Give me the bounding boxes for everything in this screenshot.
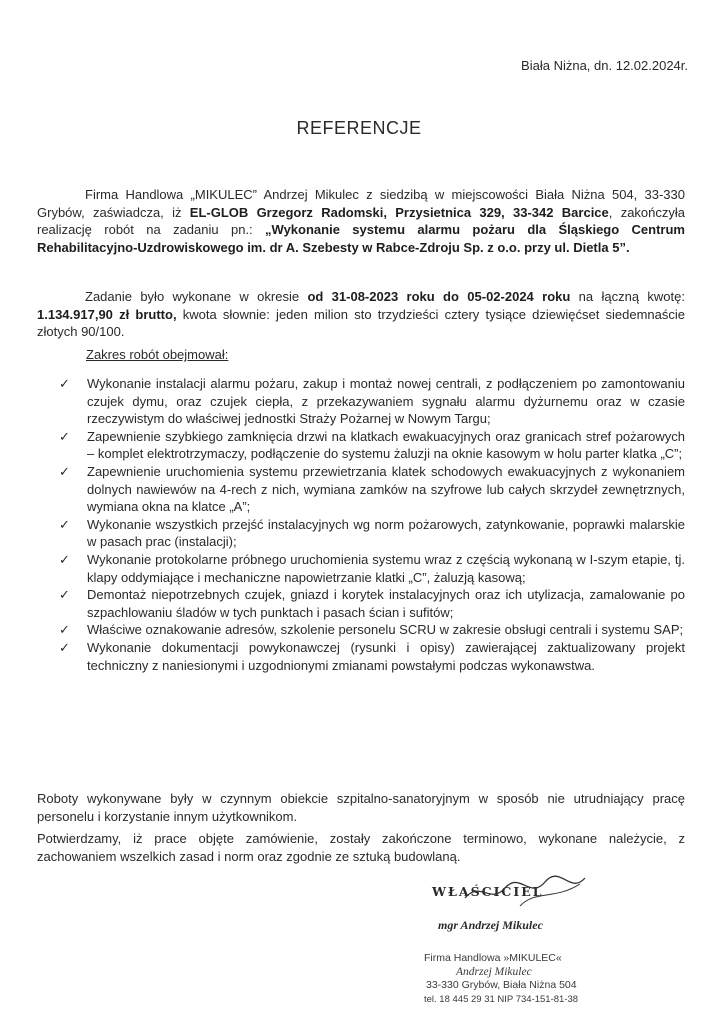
list-item-text: Zapewnienie uruchomienia systemu przewietrzania klatek schodowych ewakuacyjnych z wykonaniem dolnych nawiewów na 4-rech z nich, wymiana zamków na szyfrowe lub całych skrzydeł zewnętrznych, wymiana okna na klatce „A”; [87, 463, 685, 515]
intro-text-2: , zakończyła realizację robót na zadaniu pn.: [37, 204, 685, 238]
owner-stamp-label: WŁAŚCICIEL [432, 884, 544, 899]
stamp-person: Andrzej Mikulec [456, 965, 532, 978]
stamp-company: Firma Handlowa »MIKULEC« [424, 952, 562, 964]
closing-paragraph-2: Potwierdzamy, iż prace objęte zamówienie, zostały zakończone terminowo, wykonane należycie, z zachowaniem wszelkich zasad i norm oraz zgodnie ze sztuką budowlaną. [37, 831, 685, 864]
period-text-3: kwota słownie: jeden milion sto trzydzieści cztery tysiące dziewięćset siedemnaście złotych 90/100. [37, 306, 685, 340]
check-icon: ✓ [59, 639, 70, 655]
period-dates: od 31-08-2023 roku do 05-02-2024 roku [307, 289, 571, 304]
check-icon: ✓ [59, 587, 70, 603]
list-item-text: Właściwe oznakowanie adresów, szkolenie personelu SCRU w zakresie obsługi centrali i systemu SAP; [87, 622, 684, 638]
period-paragraph [37, 288, 685, 341]
list-item-text: Wykonanie protokolarne próbnego uruchomienia systemu wraz z częścią wykonaną w I-szym etapie, tj. klapy oddymiające i mechaniczne napowietrzanie klatki „C”, żaluzją kasową; [87, 551, 685, 585]
list-item-text: Demontaż niepotrzebnych czujek, gniazd i korytek instalacyjnych oraz ich utylizacja, zamalowanie po szpachlowaniu śladów w tych punktach i pasach ścian i sufitów; [87, 587, 685, 620]
contractor-name: EL-GLOB Grzegorz Radomski, Przysietnica 329, 33-342 Barcice [189, 204, 609, 220]
list-item [59, 463, 685, 516]
document-title: REFERENCJE [296, 118, 422, 138]
contract-amount: 1.134.917,90 zł brutto, [37, 306, 177, 322]
intro-text-1: Firma Handlowa „MIKULEC” Andrzej Mikulec z siedzibą w miejscowości Biała Niżna 504, 33-330 Grybów, zaświadcza, iż [37, 187, 685, 220]
list-item [59, 428, 685, 463]
stamp-contact: tel. 18 445 29 31 NIP 734-151-81-38 [424, 993, 579, 1005]
company-stamp [424, 952, 604, 1006]
list-item [59, 375, 685, 428]
list-item-text: Wykonanie wszystkich przejść instalacyjnych wg norm pożarowych, zatynkowanie, poprawki malarskie w pasach prac (instalacji); [87, 516, 685, 550]
scope-list [59, 375, 685, 674]
list-item-text: Wykonanie dokumentacji powykonawczej (rysunki i opisy) zawierającej zaktualizowany projekt techniczny z naniesionymi i uzgodnionymi zmianami powstałymi podczas wykonawstwa. [87, 639, 685, 673]
list-item [59, 586, 685, 621]
list-item [59, 516, 685, 551]
check-icon: ✓ [59, 463, 70, 479]
list-item [59, 639, 685, 674]
period-text-2: na łączną kwotę: [570, 289, 685, 304]
list-item [59, 621, 685, 639]
check-icon: ✓ [59, 551, 70, 567]
period-text-1: Zadanie było wykonane w okresie [85, 289, 308, 304]
check-icon: ✓ [59, 516, 70, 532]
check-icon: ✓ [59, 376, 70, 391]
list-item-text: Wykonanie instalacji alarmu pożaru, zakup i montaż nowej centrali, z podłączeniem po zamontowaniu czujek dymu, oraz czujek ciepła, z przekazywaniem sygnału alarmu dyżurnemu oraz w czasie rzeczywistym do właściwej jednostki Straży Pożarnej w Nowym Targu; [87, 376, 685, 427]
stamp-address: 33-330 Grybów, Biała Niżna 504 [426, 979, 577, 991]
check-icon: ✓ [59, 622, 70, 638]
closing-paragraph-1: Roboty wykonywane były w czynnym obiekcie szpitalno-sanatoryjnym w sposób nie utrudniający pracę personelu i korzystanie innym użytkownikom. [37, 791, 685, 824]
list-item [59, 551, 685, 586]
intro-paragraph [37, 186, 685, 256]
check-icon: ✓ [59, 428, 70, 444]
document-date: Biała Niżna, dn. 12.02.2024r. [521, 58, 688, 73]
handwritten-signature [460, 870, 590, 910]
scope-title: Zakres robót obejmował: [86, 347, 229, 362]
owner-stamp-name: mgr Andrzej Mikulec [438, 918, 543, 932]
task-name: „Wykonanie systemu alarmu pożaru dla Śląskiego Centrum Rehabilitacyjno-Uzdrowiskowego im. dr A. Szebesty w Rabce-Zdroju Sp. z o.o. przy ul. Dietla 5”. [37, 222, 685, 255]
list-item-text: Zapewnienie szybkiego zamknięcia drzwi na klatkach ewakuacyjnych oraz granicach stref pożarowych – komplet elektrotrzymaczy, podłączenie do systemu żaluzji na oknie kasowym w holu parter klatka „C”; [87, 428, 685, 462]
